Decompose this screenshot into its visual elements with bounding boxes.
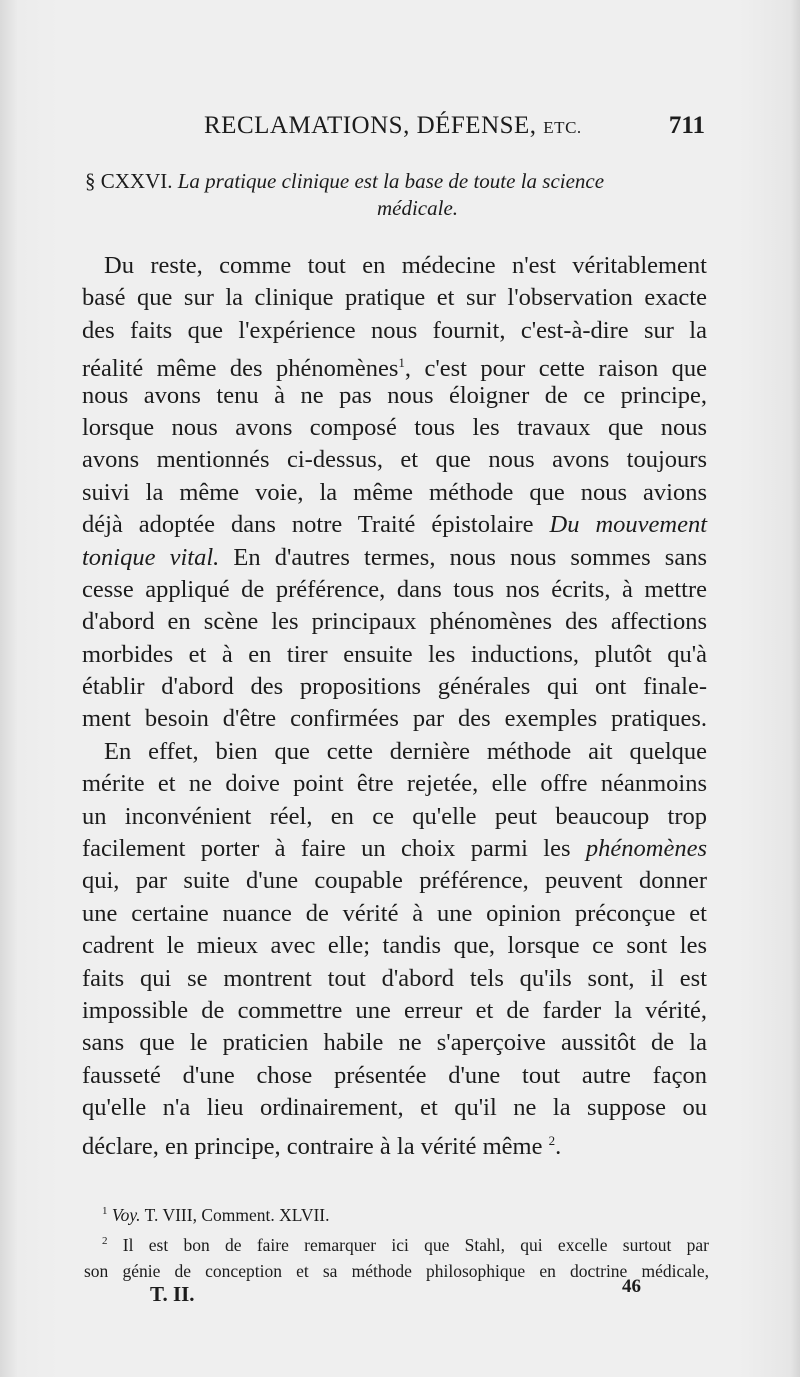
body-line: cesse appliqué de préférence, dans tous nos écrits, à mettre — [82, 575, 707, 603]
sheet-signature-number: 46 — [622, 1276, 641, 1297]
body-line: suivi la même voie, la même méthode que nous avions — [82, 478, 707, 506]
body-line: cadrent le mieux avec elle; tandis que, lorsque ce sont les — [82, 932, 707, 960]
section-title-part-2: médicale. — [376, 196, 459, 220]
footnote-mark: 1 — [102, 1205, 108, 1217]
book-title-part-2: tonique vital. — [82, 543, 220, 571]
running-head-text: RECLAMATIONS, DÉFENSE, — [204, 112, 537, 139]
body-line: des faits que l'expérience nous fournit, c'est-à-dire sur la — [82, 316, 707, 344]
body-line-part: réalité même des phénomènes — [82, 355, 399, 383]
running-head — [204, 112, 582, 140]
body-paragraphs — [82, 250, 708, 1160]
footnotes — [84, 1198, 709, 1284]
footnote-2 — [84, 1228, 709, 1258]
body-line: morbides et à en tirer ensuite les inductions, plutôt qu'à — [82, 640, 707, 668]
body-line: lorsque nous avons composé tous les travaux que nous — [82, 413, 707, 441]
body-line: En effet, bien que cette dernière méthode ait quelque — [104, 737, 707, 765]
emphasis-phenomenes: phénomènes — [585, 835, 707, 863]
body-line: sans que le praticien habile ne s'aperçoive aussitôt de la — [82, 1029, 707, 1057]
body-line: basé que sur la clinique pratique et sur l'observation exacte — [82, 284, 707, 312]
section-heading — [85, 168, 710, 222]
body-line: faits qui se montrent tout d'abord tels qu'ils sont, il est — [82, 964, 707, 992]
body-line: fausseté d'une chose présentée d'une tout autre façon — [82, 1061, 707, 1089]
footnote-2-continued: son génie de conception et sa méthode philosophique en doctrine médicale, — [84, 1260, 709, 1281]
body-line-part: . — [555, 1132, 562, 1160]
body-line — [82, 347, 707, 383]
running-head-etc: ETC. — [543, 118, 582, 137]
body-line: ment besoin d'être confirmées par des exemples pratiques. — [82, 705, 707, 733]
body-line — [82, 1125, 707, 1160]
body-line-part: déjà adoptée dans notre Traité épistolaire — [82, 511, 534, 539]
body-line: avons mentionnés ci-dessus, et que nous avons toujours — [82, 446, 707, 474]
body-line: d'abord en scène les principaux phénomènes des affections — [82, 608, 707, 636]
footnote-text: Il est bon de faire remarquer ici que Stahl, qui excelle surtout par — [122, 1234, 710, 1255]
footnote-text: T. VIII, Comment. XLVII. — [144, 1204, 330, 1225]
body-line: impossible de commettre une erreur et de farder la vérité, — [82, 996, 707, 1024]
page-number: 711 — [668, 112, 705, 139]
section-title-part-1: La pratique clinique est la base de toute la science — [177, 169, 605, 193]
footnote-1 — [84, 1198, 709, 1228]
page-header — [204, 112, 705, 146]
body-line — [82, 833, 707, 865]
book-title-part-1: Du mouvement — [549, 511, 708, 539]
body-line: qui, par suite d'une coupable préférence, peuvent donner — [82, 867, 707, 895]
body-line: mérite et ne doive point être rejetée, elle offre néanmoins — [82, 770, 707, 798]
body-line-part: facilement porter à faire un choix parmi les — [82, 835, 571, 863]
body-line: un inconvénient réel, en ce qu'elle peut beaucoup trop — [82, 802, 707, 830]
body-line: qu'elle n'a lieu ordinairement, et qu'il ne la suppose ou — [82, 1094, 707, 1122]
body-line — [82, 509, 707, 541]
body-line: Du reste, comme tout en médecine n'est véritablement — [104, 252, 707, 279]
section-number: § CXXVI. — [85, 169, 173, 193]
footnote-ref-2: 2 — [548, 1132, 556, 1148]
section-heading-line-1 — [85, 168, 710, 195]
footnote-ref-1: 1 — [398, 355, 405, 371]
footnote-mark: 2 — [102, 1234, 108, 1247]
volume-signature: T. II. — [150, 1282, 195, 1306]
footnote-abbrev: Voy. — [111, 1204, 141, 1225]
body-line: une certaine nuance de vérité à une opinion préconçue et — [82, 899, 707, 927]
body-line: nous avons tenu à ne pas nous éloigner de ce principe, — [82, 381, 707, 409]
body-line-part: En d'autres termes, nous nous sommes sans — [233, 543, 707, 571]
body-line: établir d'abord des propositions générales qui ont finale- — [82, 673, 707, 701]
body-line-part: , c'est pour cette raison que — [404, 355, 707, 383]
body-line — [82, 542, 707, 574]
body-line-part: déclare, en principe, contraire à la vérité même — [82, 1132, 543, 1160]
